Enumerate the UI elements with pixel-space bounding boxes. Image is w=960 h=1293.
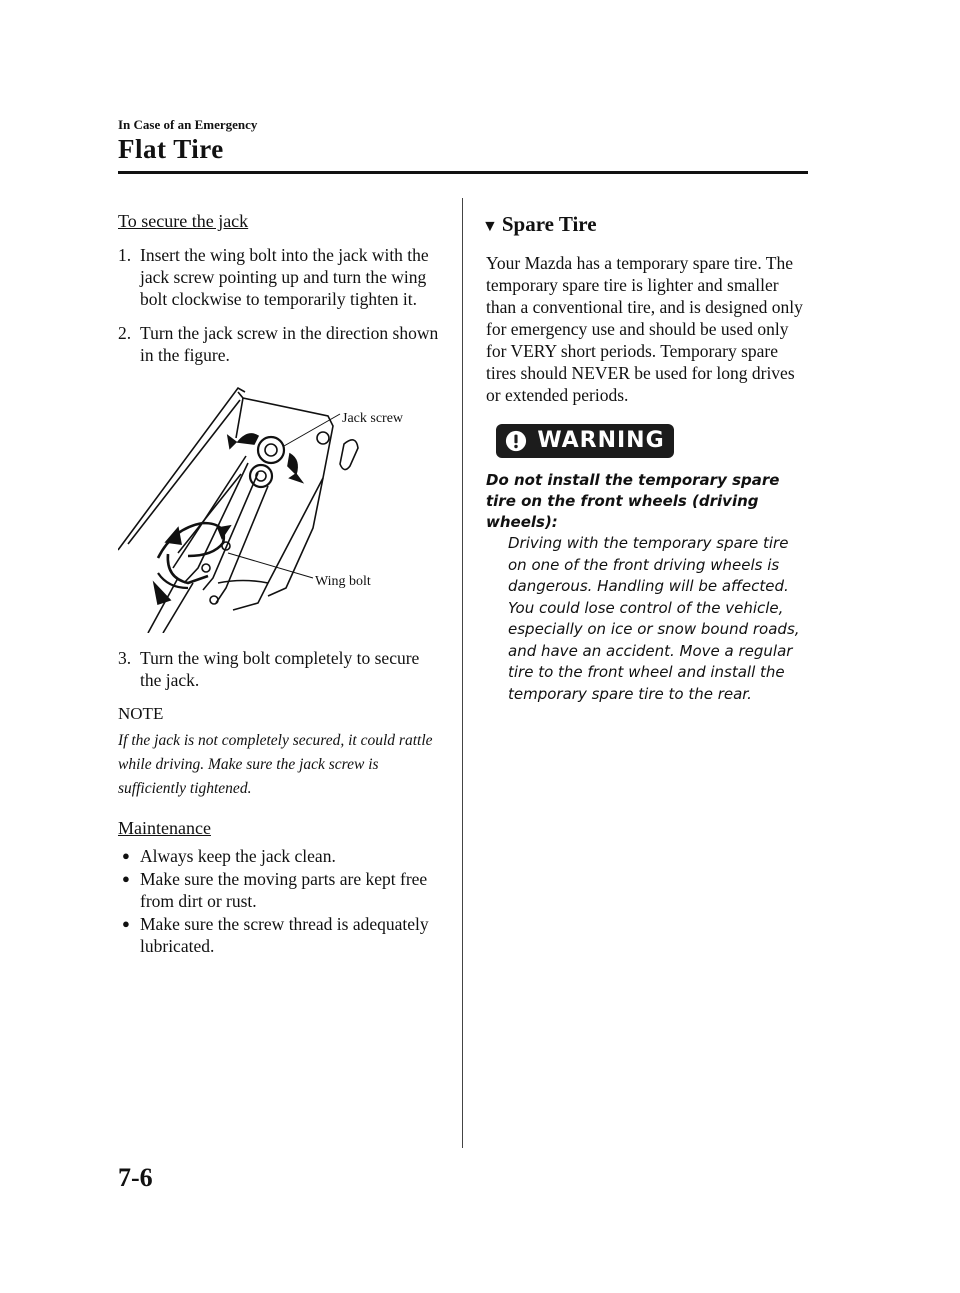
warning-heading: Do not install the temporary spare tire on the front wheels (driving wheels):: [486, 471, 780, 531]
secure-jack-heading: To secure the jack: [118, 211, 249, 231]
label-jack-screw: Jack screw: [342, 411, 404, 426]
header-rule: [118, 171, 808, 174]
warning-icon: [505, 430, 527, 452]
warning-badge: [496, 424, 674, 458]
maintenance-list: [118, 845, 440, 957]
bullet-icon: ●: [122, 916, 130, 931]
page-number: 7-6: [118, 1163, 153, 1192]
jack-figure: [118, 378, 440, 633]
note-label: NOTE: [118, 704, 164, 723]
spare-tire-heading: ▼ Spare Tire: [482, 212, 597, 236]
warning-label: WARNING: [537, 428, 665, 453]
section-name: In Case of an Emergency: [118, 117, 258, 132]
page-title: Flat Tire: [118, 134, 224, 164]
step-1: [118, 244, 440, 310]
step-3: [118, 647, 440, 691]
step-text: Insert the wing bolt into the jack with the jack screw pointing up and turn the wing bolt clockwise to temporarily tighten it.: [140, 245, 429, 309]
bullet-icon: ●: [122, 871, 130, 886]
warning-body: Driving with the temporary spare tire on one of the front driving wheels is dangerous. Handling will be affected. You could lose control of the vehicle, especially on ice or snow bound roads, and have an accident. Move a regular tire to the front wheel and install the temporary spare tire to the rear.: [508, 534, 800, 703]
label-wing-bolt: Wing bolt: [315, 574, 371, 589]
step-number: 2.: [118, 323, 132, 343]
bullet-icon: ●: [122, 848, 130, 863]
left-column: [118, 210, 440, 958]
column-divider: [462, 198, 463, 1148]
jack-illustration: [118, 378, 440, 633]
right-column: [482, 212, 808, 705]
step-2: [118, 322, 440, 366]
step-text: Turn the wing bolt completely to secure the jack.: [140, 648, 420, 690]
note-text: If the jack is not completely secured, it could rattle while driving. Make sure the jack screw is sufficiently tightened.: [118, 732, 433, 797]
step-text: Turn the jack screw in the direction shown in the figure.: [140, 323, 439, 365]
list-item: ● Make sure the screw thread is adequately lubricated.: [118, 913, 440, 957]
spare-tire-paragraph: Your Mazda has a temporary spare tire. The temporary spare tire is lighter and smaller than a conventional tire, and is designed only for emergency use and should be used only for VERY short periods. Temporary spare tires should NEVER be used for long drives or extended periods.: [486, 253, 803, 405]
section-marker-icon: ▼: [482, 218, 498, 235]
list-item: ● Always keep the jack clean.: [118, 845, 440, 867]
maintenance-heading: Maintenance: [118, 818, 211, 838]
step-number: 3.: [118, 648, 132, 668]
list-item: ● Make sure the moving parts are kept free from dirt or rust.: [118, 868, 440, 912]
step-number: 1.: [118, 245, 132, 265]
